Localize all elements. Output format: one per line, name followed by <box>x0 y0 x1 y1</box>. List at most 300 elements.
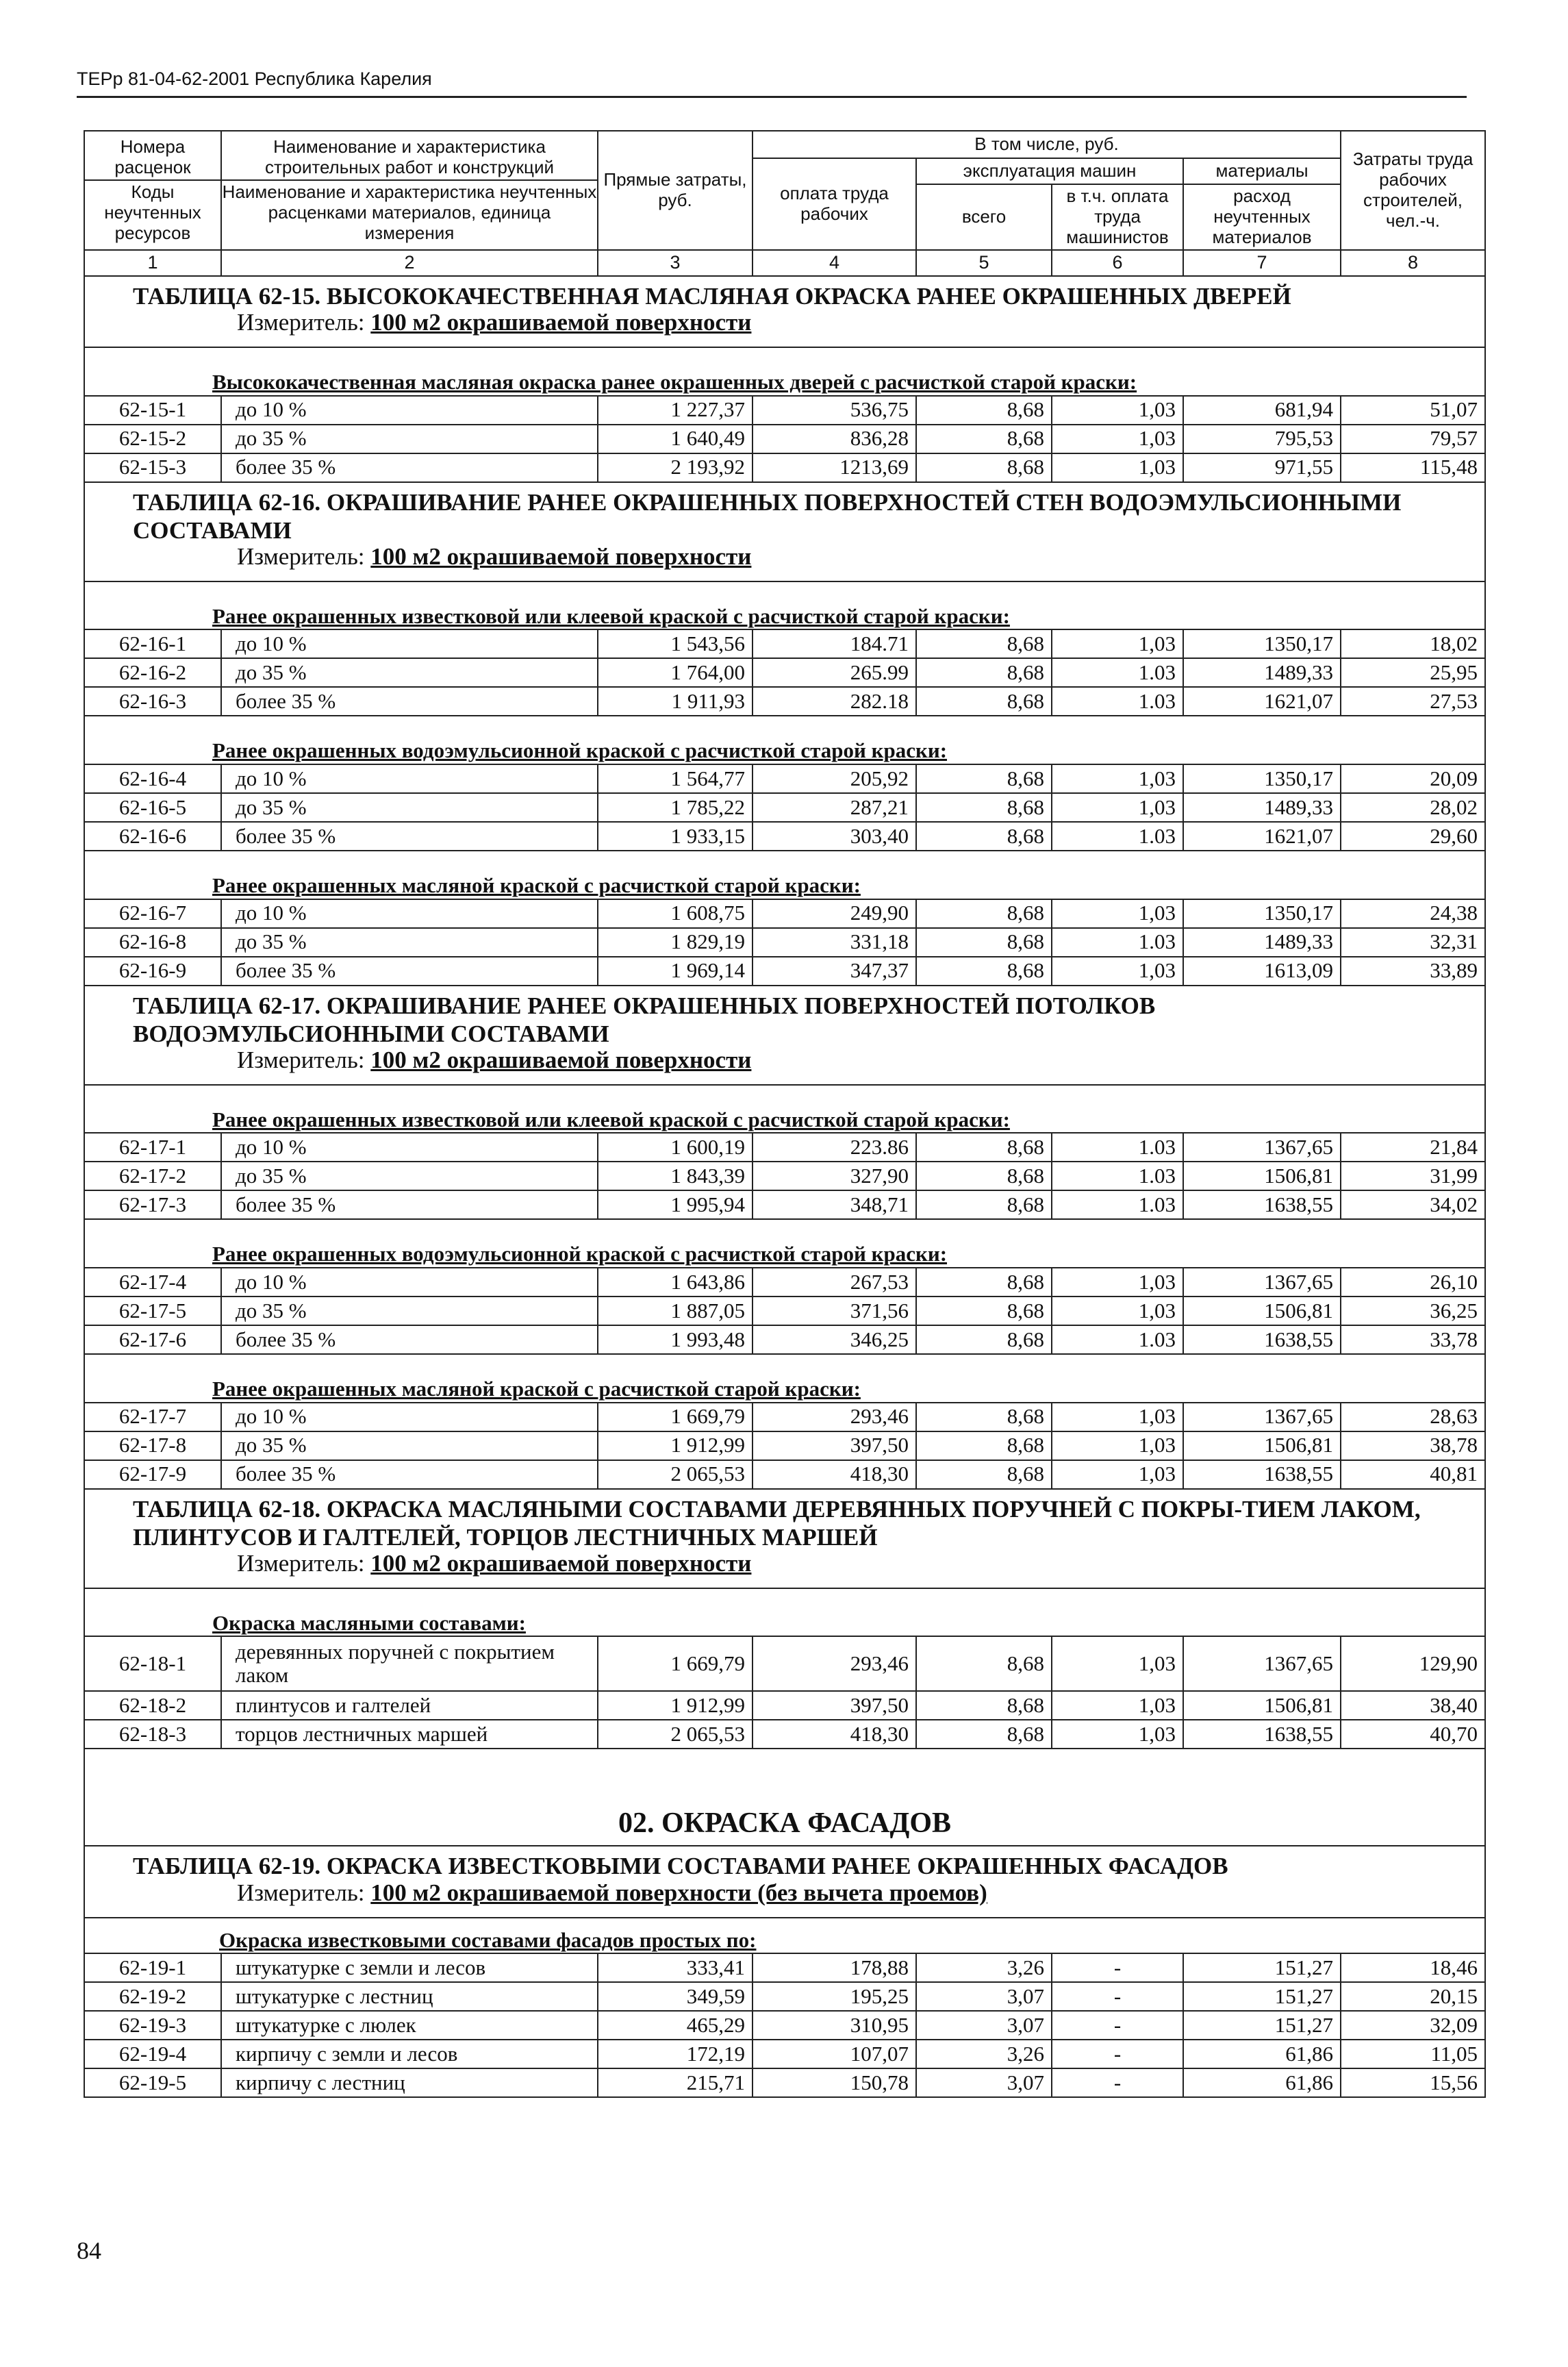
table-row <box>84 1325 1485 1354</box>
cell-operator-wages: - <box>1052 1953 1183 1982</box>
cell-machines-total: 3,07 <box>916 1982 1052 2011</box>
cell-operator-wages: 1.03 <box>1052 1162 1183 1190</box>
cell-machines-total: 8,68 <box>916 1325 1052 1354</box>
cell-wages: 331,18 <box>753 928 916 957</box>
cell-machines-total: 8,68 <box>916 1691 1052 1720</box>
cell-work-name: более 35 % <box>221 1460 598 1489</box>
cell-wages: 195,25 <box>753 1982 916 2011</box>
table-meter <box>84 1881 1485 1918</box>
cell-labor-hours: 51,07 <box>1341 396 1485 425</box>
cell-labor-hours: 28,63 <box>1341 1403 1485 1431</box>
cell-direct-costs: 1 608,75 <box>598 899 753 928</box>
cell-wages: 205,92 <box>753 764 916 793</box>
table-title-text: ТАБЛИЦА 62-15. ВЫСОКОКАЧЕСТВЕННАЯ МАСЛЯНАЯ ОКРАСКА РАНЕЕ ОКРАШЕННЫХ ДВЕРЕЙ <box>133 283 1291 310</box>
table-body <box>84 276 1485 2097</box>
cell-direct-costs: 1 640,49 <box>598 425 753 453</box>
cell-direct-costs: 1 995,94 <box>598 1190 753 1219</box>
cell-work-name: плинтусов и галтелей <box>221 1691 598 1720</box>
col-header-name <box>221 131 598 250</box>
table-title <box>84 1489 1485 1552</box>
cell-rate-code: 62-16-6 <box>84 822 221 851</box>
cell-labor-hours: 24,38 <box>1341 899 1485 928</box>
cell-machines-total: 8,68 <box>916 1720 1052 1749</box>
cell-rate-code: 62-16-8 <box>84 928 221 957</box>
cell-wages: 536,75 <box>753 396 916 425</box>
cell-rate-code: 62-17-9 <box>84 1460 221 1489</box>
table-row <box>84 629 1485 658</box>
table-row <box>84 425 1485 453</box>
cell-wages: 836,28 <box>753 425 916 453</box>
cell-operator-wages: 1,03 <box>1052 1720 1183 1749</box>
group-subtitle <box>84 347 1485 396</box>
table-meter <box>84 544 1485 581</box>
table-meter-cell <box>84 310 1485 347</box>
cell-rate-code: 62-16-3 <box>84 687 221 716</box>
cell-labor-hours: 18,46 <box>1341 1953 1485 1982</box>
group-subtitle <box>84 1588 1485 1637</box>
group-subtitle <box>84 851 1485 899</box>
table-row <box>84 822 1485 851</box>
cell-materials-usage: 1489,33 <box>1183 928 1341 957</box>
table-meter <box>84 310 1485 347</box>
cell-materials-usage: 1350,17 <box>1183 764 1341 793</box>
cell-wages: 348,71 <box>753 1190 916 1219</box>
table-title-text: ТАБЛИЦА 62-19. ОКРАСКА ИЗВЕСТКОВЫМИ СОСТАВАМИ РАНЕЕ ОКРАШЕННЫХ ФАСАДОВ <box>133 1853 1228 1880</box>
cell-work-name: штукатурке с лестниц <box>221 1982 598 2011</box>
cell-materials-usage: 61,86 <box>1183 2068 1341 2097</box>
cell-machines-total: 8,68 <box>916 629 1052 658</box>
cell-wages: 223.86 <box>753 1133 916 1162</box>
cell-operator-wages: 1,03 <box>1052 793 1183 822</box>
cell-machines-total: 8,68 <box>916 957 1052 986</box>
table-row <box>84 2068 1485 2097</box>
cell-labor-hours: 36,25 <box>1341 1297 1485 1325</box>
cell-materials-usage: 1506,81 <box>1183 1431 1341 1460</box>
cell-machines-total: 8,68 <box>916 899 1052 928</box>
cell-operator-wages: 1,03 <box>1052 1297 1183 1325</box>
col-header-name-b: Наименование и характеристика неучтенных расценками материалов, единица измерения <box>222 179 597 244</box>
cell-wages: 293,46 <box>753 1636 916 1691</box>
cell-rate-code: 62-17-2 <box>84 1162 221 1190</box>
cell-machines-total: 8,68 <box>916 822 1052 851</box>
table-row <box>84 1460 1485 1489</box>
col-number: 6 <box>1052 250 1183 276</box>
cell-machines-total: 3,26 <box>916 2040 1052 2068</box>
group-subtitle-cell <box>84 851 1485 899</box>
table-row <box>84 2011 1485 2040</box>
cell-operator-wages: - <box>1052 2011 1183 2040</box>
table-row <box>84 1133 1485 1162</box>
cell-machines-total: 8,68 <box>916 764 1052 793</box>
cell-labor-hours: 38,78 <box>1341 1431 1485 1460</box>
header-rule <box>77 96 1467 98</box>
cell-machines-total: 3,26 <box>916 1953 1052 1982</box>
group-subtitle-text: Ранее окрашенных известковой или клеевой краской с расчисткой старой краски: <box>212 603 1010 628</box>
cell-rate-code: 62-18-2 <box>84 1691 221 1720</box>
cell-wages: 265.99 <box>753 658 916 687</box>
cell-wages: 107,07 <box>753 2040 916 2068</box>
cell-rate-code: 62-19-5 <box>84 2068 221 2097</box>
cell-materials-usage: 1350,17 <box>1183 629 1341 658</box>
cell-operator-wages: 1,03 <box>1052 1636 1183 1691</box>
cell-direct-costs: 1 912,99 <box>598 1431 753 1460</box>
meter-prefix: Измеритель: <box>237 310 371 336</box>
group-subtitle-cell <box>84 716 1485 764</box>
group-subtitle-text: Ранее окрашенных известковой или клеевой краской с расчисткой старой краски: <box>212 1107 1010 1131</box>
cell-labor-hours: 20,09 <box>1341 764 1485 793</box>
col-number: 8 <box>1341 250 1485 276</box>
cell-machines-total: 8,68 <box>916 396 1052 425</box>
cell-rate-code: 62-17-4 <box>84 1268 221 1297</box>
cell-wages: 287,21 <box>753 793 916 822</box>
section-title <box>84 1749 1485 1846</box>
section-title-cell <box>84 1749 1485 1846</box>
cell-direct-costs: 172,19 <box>598 2040 753 2068</box>
cell-wages: 371,56 <box>753 1297 916 1325</box>
cell-work-name: до 10 % <box>221 629 598 658</box>
cell-materials-usage: 151,27 <box>1183 1953 1341 1982</box>
col-header-wages: оплата труда рабочих <box>753 158 916 250</box>
cell-materials-usage: 1350,17 <box>1183 899 1341 928</box>
cell-work-name: до 10 % <box>221 396 598 425</box>
cell-work-name: до 10 % <box>221 899 598 928</box>
cell-operator-wages: - <box>1052 1982 1183 2011</box>
cell-machines-total: 8,68 <box>916 1162 1052 1190</box>
cell-work-name: торцов лестничных маршей <box>221 1720 598 1749</box>
col-number: 1 <box>84 250 221 276</box>
col-number: 2 <box>221 250 598 276</box>
cell-labor-hours: 38,40 <box>1341 1691 1485 1720</box>
cell-operator-wages: 1.03 <box>1052 928 1183 957</box>
cell-labor-hours: 27,53 <box>1341 687 1485 716</box>
group-subtitle-text: Ранее окрашенных водоэмульсионной краской с расчисткой старой краски: <box>212 738 948 763</box>
cell-operator-wages: 1.03 <box>1052 1325 1183 1354</box>
table-row <box>84 1636 1485 1691</box>
cell-work-name: до 35 % <box>221 1297 598 1325</box>
cell-work-name: более 35 % <box>221 1190 598 1219</box>
table-row <box>84 687 1485 716</box>
cell-rate-code: 62-17-3 <box>84 1190 221 1219</box>
cell-machines-total: 8,68 <box>916 1297 1052 1325</box>
table-meter-cell <box>84 1881 1485 1918</box>
cell-materials-usage: 1367,65 <box>1183 1133 1341 1162</box>
table-row <box>84 957 1485 986</box>
col-header-direct-costs: Прямые затраты, руб. <box>598 131 753 250</box>
cell-operator-wages: 1,03 <box>1052 1691 1183 1720</box>
cell-labor-hours: 40,70 <box>1341 1720 1485 1749</box>
column-number-row <box>84 250 1485 276</box>
table-row <box>84 928 1485 957</box>
table-row <box>84 1982 1485 2011</box>
cell-wages: 310,95 <box>753 2011 916 2040</box>
cell-operator-wages: 1,03 <box>1052 1431 1183 1460</box>
cell-work-name: до 35 % <box>221 793 598 822</box>
cell-rate-code: 62-16-5 <box>84 793 221 822</box>
cell-wages: 150,78 <box>753 2068 916 2097</box>
table-row <box>84 1297 1485 1325</box>
cell-machines-total: 3,07 <box>916 2011 1052 2040</box>
cell-direct-costs: 1 669,79 <box>598 1403 753 1431</box>
cell-labor-hours: 18,02 <box>1341 629 1485 658</box>
cell-materials-usage: 61,86 <box>1183 2040 1341 2068</box>
cell-materials-usage: 1638,55 <box>1183 1325 1341 1354</box>
cell-labor-hours: 11,05 <box>1341 2040 1485 2068</box>
cell-labor-hours: 33,78 <box>1341 1325 1485 1354</box>
cell-direct-costs: 2 065,53 <box>598 1460 753 1489</box>
col-header-name-a: Наименование и характеристика строительных работ и конструкций <box>264 136 554 178</box>
cell-wages: 282.18 <box>753 687 916 716</box>
table-header <box>84 131 1485 276</box>
cell-wages: 184.71 <box>753 629 916 658</box>
table-row <box>84 1691 1485 1720</box>
cell-materials-usage: 1621,07 <box>1183 822 1341 851</box>
meter-prefix: Измеритель: <box>237 1551 371 1577</box>
col-header-machines-total: всего <box>916 184 1052 250</box>
cell-materials-usage: 1367,65 <box>1183 1403 1341 1431</box>
table-title-cell <box>84 276 1485 310</box>
cell-wages: 397,50 <box>753 1691 916 1720</box>
cell-labor-hours: 15,56 <box>1341 2068 1485 2097</box>
table-row <box>84 1268 1485 1297</box>
cell-materials-usage: 1638,55 <box>1183 1720 1341 1749</box>
cell-labor-hours: 26,10 <box>1341 1268 1485 1297</box>
running-header: ТЕРр 81-04-62-2001 Республика Карелия <box>77 68 432 89</box>
cell-direct-costs: 1 764,00 <box>598 658 753 687</box>
page-number: 84 <box>77 2237 101 2264</box>
cell-rate-code: 62-17-7 <box>84 1403 221 1431</box>
col-header-code-b: Коды неучтенных ресурсов <box>85 179 220 244</box>
cell-rate-code: 62-15-3 <box>84 453 221 482</box>
group-subtitle-text: Окраска масляными составами: <box>212 1610 526 1635</box>
cell-materials-usage: 1638,55 <box>1183 1190 1341 1219</box>
cell-machines-total: 8,68 <box>916 1268 1052 1297</box>
cell-wages: 267,53 <box>753 1268 916 1297</box>
cell-work-name: до 10 % <box>221 1133 598 1162</box>
cell-materials-usage: 1506,81 <box>1183 1162 1341 1190</box>
cell-direct-costs: 1 600,19 <box>598 1133 753 1162</box>
group-subtitle <box>84 1918 1485 1954</box>
meter-prefix: Измеритель: <box>237 1880 371 1906</box>
table-meter-cell <box>84 1048 1485 1085</box>
cell-direct-costs: 1 912,99 <box>598 1691 753 1720</box>
cell-machines-total: 8,68 <box>916 793 1052 822</box>
group-subtitle-text: Окраска известковыми составами фасадов простых по: <box>219 1927 757 1952</box>
cell-direct-costs: 1 643,86 <box>598 1268 753 1297</box>
col-number: 3 <box>598 250 753 276</box>
group-subtitle <box>84 1354 1485 1403</box>
section-title-text: 02. ОКРАСКА ФАСАДОВ <box>618 1807 952 1840</box>
table-title-cell <box>84 1846 1485 1880</box>
meter-prefix: Измеритель: <box>237 544 371 571</box>
table-title-text: ТАБЛИЦА 62-18. ОКРАСКА МАСЛЯНЫМИ СОСТАВАМИ ДЕРЕВЯННЫХ ПОРУЧНЕЙ С ПОКРЫ-ТИЕМ ЛАКОМ, ПЛИНТУСОВ И ГАЛТЕЛЕЙ, ТОРЦОВ ЛЕСТНИЧНЫХ МАРШЕЙ <box>133 1495 1421 1551</box>
cell-work-name: более 35 % <box>221 957 598 986</box>
cell-operator-wages: 1,03 <box>1052 957 1183 986</box>
table-title <box>84 482 1485 545</box>
col-number: 7 <box>1183 250 1341 276</box>
table-row <box>84 453 1485 482</box>
cell-operator-wages: - <box>1052 2040 1183 2068</box>
cell-rate-code: 62-16-1 <box>84 629 221 658</box>
cell-labor-hours: 79,57 <box>1341 425 1485 453</box>
cell-operator-wages: 1.03 <box>1052 822 1183 851</box>
cell-machines-total: 8,68 <box>916 1133 1052 1162</box>
cell-operator-wages: 1,03 <box>1052 764 1183 793</box>
cell-rate-code: 62-16-2 <box>84 658 221 687</box>
cell-materials-usage: 1506,81 <box>1183 1297 1341 1325</box>
cell-direct-costs: 1 543,56 <box>598 629 753 658</box>
cell-materials-usage: 1489,33 <box>1183 793 1341 822</box>
cell-rate-code: 62-18-1 <box>84 1636 221 1691</box>
cell-wages: 249,90 <box>753 899 916 928</box>
cell-operator-wages: 1,03 <box>1052 899 1183 928</box>
cell-rate-code: 62-15-2 <box>84 425 221 453</box>
cell-work-name: более 35 % <box>221 453 598 482</box>
cell-direct-costs: 333,41 <box>598 1953 753 1982</box>
cell-materials-usage: 971,55 <box>1183 453 1341 482</box>
col-header-materials-usage: расход неучтенных материалов <box>1183 184 1341 250</box>
cell-materials-usage: 1489,33 <box>1183 658 1341 687</box>
cell-operator-wages: 1,03 <box>1052 629 1183 658</box>
group-subtitle-text: Высококачественная масляная окраска ранее окрашенных дверей с расчисткой старой краски: <box>212 370 1137 394</box>
group-subtitle-cell <box>84 1085 1485 1134</box>
table-title-cell <box>84 482 1485 545</box>
group-subtitle <box>84 581 1485 630</box>
table-title-cell <box>84 1489 1485 1552</box>
table-row <box>84 2040 1485 2068</box>
cell-direct-costs: 1 227,37 <box>598 396 753 425</box>
cell-direct-costs: 1 785,22 <box>598 793 753 822</box>
cell-direct-costs: 349,59 <box>598 1982 753 2011</box>
cell-labor-hours: 34,02 <box>1341 1190 1485 1219</box>
table-title <box>84 276 1485 310</box>
cell-labor-hours: 29,60 <box>1341 822 1485 851</box>
cell-materials-usage: 1367,65 <box>1183 1268 1341 1297</box>
cell-wages: 418,30 <box>753 1720 916 1749</box>
cell-labor-hours: 20,15 <box>1341 1982 1485 2011</box>
table-row <box>84 1431 1485 1460</box>
cell-machines-total: 3,07 <box>916 2068 1052 2097</box>
cell-machines-total: 8,68 <box>916 658 1052 687</box>
table-title-text: ТАБЛИЦА 62-17. ОКРАШИВАНИЕ РАНЕЕ ОКРАШЕННЫХ ПОВЕРХНОСТЕЙ ПОТОЛКОВ ВОДОЭМУЛЬСИОННЫМИ СОСТАВАМИ <box>133 992 1156 1047</box>
cell-materials-usage: 681,94 <box>1183 396 1341 425</box>
cell-labor-hours: 40,81 <box>1341 1460 1485 1489</box>
cell-work-name: кирпичу с лестниц <box>221 2068 598 2097</box>
group-subtitle <box>84 716 1485 764</box>
cell-rate-code: 62-16-4 <box>84 764 221 793</box>
cell-operator-wages: 1,03 <box>1052 453 1183 482</box>
cell-materials-usage: 1638,55 <box>1183 1460 1341 1489</box>
col-header-in-total: В том числе, руб. <box>753 131 1341 158</box>
table-title <box>84 1846 1485 1880</box>
meter-prefix: Измеритель: <box>237 1048 371 1074</box>
cell-wages: 347,37 <box>753 957 916 986</box>
cell-labor-hours: 115,48 <box>1341 453 1485 482</box>
cell-rate-code: 62-17-1 <box>84 1133 221 1162</box>
cell-rate-code: 62-17-6 <box>84 1325 221 1354</box>
cell-direct-costs: 2 065,53 <box>598 1720 753 1749</box>
group-subtitle-cell <box>84 347 1485 396</box>
cell-operator-wages: 1.03 <box>1052 1133 1183 1162</box>
table-row <box>84 764 1485 793</box>
cell-direct-costs: 1 829,19 <box>598 928 753 957</box>
cell-labor-hours: 32,31 <box>1341 928 1485 957</box>
cell-labor-hours: 31,99 <box>1341 1162 1485 1190</box>
rates-table <box>84 130 1486 2098</box>
cell-direct-costs: 465,29 <box>598 2011 753 2040</box>
table-row <box>84 899 1485 928</box>
table-meter <box>84 1048 1485 1085</box>
group-subtitle-cell <box>84 1354 1485 1403</box>
col-header-codes <box>84 131 221 250</box>
cell-work-name: более 35 % <box>221 687 598 716</box>
table-row <box>84 793 1485 822</box>
cell-work-name: штукатурке с люлек <box>221 2011 598 2040</box>
group-subtitle <box>84 1219 1485 1268</box>
col-header-machines: эксплуатация машин <box>916 158 1183 184</box>
cell-operator-wages: 1,03 <box>1052 425 1183 453</box>
cell-operator-wages: 1,03 <box>1052 1268 1183 1297</box>
cell-direct-costs: 1 843,39 <box>598 1162 753 1190</box>
cell-labor-hours: 129,90 <box>1341 1636 1485 1691</box>
table-row <box>84 1403 1485 1431</box>
cell-machines-total: 8,68 <box>916 425 1052 453</box>
group-subtitle-text: Ранее окрашенных масляной краской с расчисткой старой краски: <box>212 1377 861 1401</box>
cell-direct-costs: 1 933,15 <box>598 822 753 851</box>
cell-operator-wages: 1.03 <box>1052 687 1183 716</box>
cell-labor-hours: 28,02 <box>1341 793 1485 822</box>
table-row <box>84 1720 1485 1749</box>
cell-direct-costs: 1 911,93 <box>598 687 753 716</box>
cell-machines-total: 8,68 <box>916 1460 1052 1489</box>
table-row <box>84 396 1485 425</box>
col-header-code-a: Номера расценок <box>114 136 191 178</box>
table-title-cell <box>84 986 1485 1049</box>
group-subtitle-text: Ранее окрашенных водоэмульсионной краской с расчисткой старой краски: <box>212 1242 948 1266</box>
cell-work-name: до 10 % <box>221 1403 598 1431</box>
table-meter-cell <box>84 1551 1485 1588</box>
cell-rate-code: 62-19-3 <box>84 2011 221 2040</box>
cell-wages: 303,40 <box>753 822 916 851</box>
cell-work-name: кирпичу с земли и лесов <box>221 2040 598 2068</box>
cell-direct-costs: 215,71 <box>598 2068 753 2097</box>
cell-rate-code: 62-15-1 <box>84 396 221 425</box>
cell-rate-code: 62-19-2 <box>84 1982 221 2011</box>
meter-unit: 100 м2 окрашиваемой поверхности <box>370 1551 752 1577</box>
col-header-operator-wages: в т.ч. оплата труда машинистов <box>1052 184 1183 250</box>
cell-direct-costs: 1 564,77 <box>598 764 753 793</box>
table-row <box>84 658 1485 687</box>
cell-direct-costs: 1 887,05 <box>598 1297 753 1325</box>
cell-materials-usage: 151,27 <box>1183 2011 1341 2040</box>
cell-machines-total: 8,68 <box>916 1636 1052 1691</box>
col-header-labor: Затраты труда рабочих строителей, чел.-ч. <box>1341 131 1485 250</box>
cell-work-name: до 10 % <box>221 764 598 793</box>
cell-wages: 1213,69 <box>753 453 916 482</box>
cell-rate-code: 62-19-4 <box>84 2040 221 2068</box>
cell-labor-hours: 21,84 <box>1341 1133 1485 1162</box>
cell-rate-code: 62-17-5 <box>84 1297 221 1325</box>
meter-unit: 100 м2 окрашиваемой поверхности <box>370 310 752 336</box>
table-title-text: ТАБЛИЦА 62-16. ОКРАШИВАНИЕ РАНЕЕ ОКРАШЕННЫХ ПОВЕРХНОСТЕЙ СТЕН ВОДОЭМУЛЬСИОННЫМИ СОСТАВАМИ <box>133 488 1402 544</box>
cell-wages: 397,50 <box>753 1431 916 1460</box>
cell-operator-wages: 1.03 <box>1052 1190 1183 1219</box>
cell-labor-hours: 33,89 <box>1341 957 1485 986</box>
cell-machines-total: 8,68 <box>916 1403 1052 1431</box>
cell-labor-hours: 32,09 <box>1341 2011 1485 2040</box>
group-subtitle-cell <box>84 581 1485 630</box>
meter-unit: 100 м2 окрашиваемой поверхности (без вычета проемов) <box>370 1880 987 1906</box>
cell-machines-total: 8,68 <box>916 453 1052 482</box>
